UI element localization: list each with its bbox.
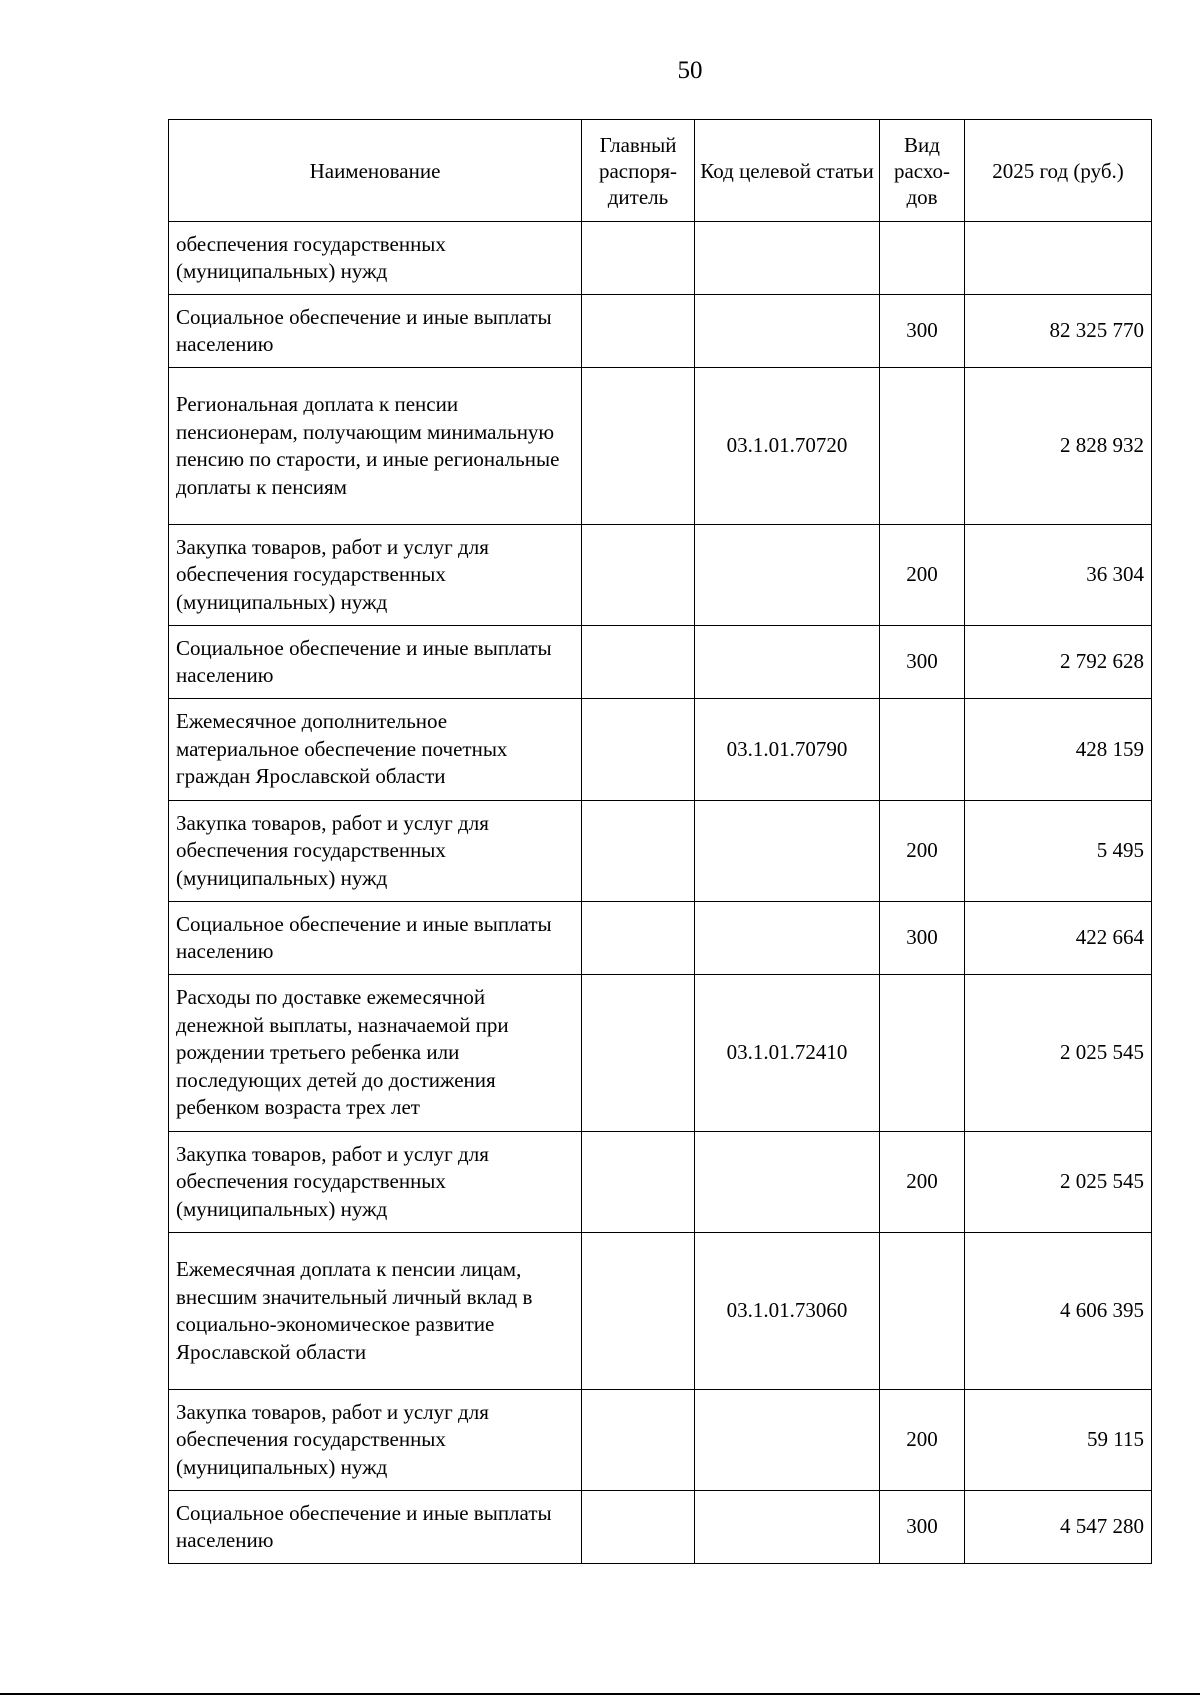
cell-amount: 2 828 932: [965, 368, 1152, 525]
cell-amount: 59 115: [965, 1390, 1152, 1491]
cell-name: Ежемесячная доплата к пенсии лицам, внесшим значительный личный вклад в социально-экономическое развитие Ярославской области: [169, 1233, 582, 1390]
table-row: [169, 801, 1152, 902]
cell-admin: [582, 525, 695, 626]
budget-table: [168, 119, 1152, 1564]
cell-amount: 5 495: [965, 801, 1152, 902]
table-row: [169, 902, 1152, 975]
cell-name: Расходы по доставке ежемесячной денежной выплаты, назначаемой при рождении третьего ребенка или последующих детей до достижения ребенком возраста трех лет: [169, 975, 582, 1132]
table-row: [169, 222, 1152, 295]
cell-code: [695, 626, 880, 699]
cell-name: Социальное обеспечение и иные выплаты населению: [169, 1491, 582, 1564]
cell-type: 300: [880, 626, 965, 699]
cell-code: [695, 1132, 880, 1233]
cell-name: Социальное обеспечение и иные выплаты населению: [169, 626, 582, 699]
table-header-row: [169, 120, 1152, 222]
cell-type: 300: [880, 1491, 965, 1564]
table-row: [169, 699, 1152, 801]
cell-amount: 36 304: [965, 525, 1152, 626]
cell-name: Социальное обеспечение и иные выплаты населению: [169, 902, 582, 975]
header-target-code: Код целевой статьи: [695, 120, 880, 222]
cell-type: 300: [880, 902, 965, 975]
table-row: [169, 626, 1152, 699]
cell-amount: 82 325 770: [965, 295, 1152, 368]
cell-type: [880, 368, 965, 525]
cell-type: 200: [880, 1390, 965, 1491]
header-name: Наименование: [169, 120, 582, 222]
cell-name: Закупка товаров, работ и услуг для обеспечения государственных (муниципальных) нужд: [169, 1132, 582, 1233]
cell-type: [880, 699, 965, 801]
page-bottom-rule: [0, 1693, 1200, 1695]
table-row: [169, 368, 1152, 525]
cell-code: 03.1.01.70720: [695, 368, 880, 525]
header-amount-2025: 2025 год (руб.): [965, 120, 1152, 222]
cell-amount: 2 792 628: [965, 626, 1152, 699]
cell-name: Закупка товаров, работ и услуг для обеспечения государственных (муниципальных) нужд: [169, 801, 582, 902]
table-row: [169, 525, 1152, 626]
cell-code: 03.1.01.70790: [695, 699, 880, 801]
cell-code: 03.1.01.72410: [695, 975, 880, 1132]
table-row: [169, 1233, 1152, 1390]
cell-code: [695, 295, 880, 368]
table-row: [169, 975, 1152, 1132]
cell-admin: [582, 902, 695, 975]
cell-admin: [582, 975, 695, 1132]
cell-type: [880, 222, 965, 295]
cell-name: обеспечения государственных (муниципальных) нужд: [169, 222, 582, 295]
cell-type: 200: [880, 801, 965, 902]
cell-admin: [582, 222, 695, 295]
table-row: [169, 1491, 1152, 1564]
cell-code: [695, 902, 880, 975]
header-expense-type: Вид расхо-дов: [880, 120, 965, 222]
cell-name: Социальное обеспечение и иные выплаты населению: [169, 295, 582, 368]
table-row: [169, 1132, 1152, 1233]
cell-amount: 4 606 395: [965, 1233, 1152, 1390]
table-row: [169, 1390, 1152, 1491]
cell-admin: [582, 368, 695, 525]
cell-amount: 2 025 545: [965, 975, 1152, 1132]
cell-code: [695, 801, 880, 902]
cell-name: Ежемесячное дополнительное материальное обеспечение почетных граждан Ярославской области: [169, 699, 582, 801]
cell-admin: [582, 1390, 695, 1491]
cell-type: [880, 975, 965, 1132]
cell-admin: [582, 801, 695, 902]
cell-admin: [582, 626, 695, 699]
cell-amount: 428 159: [965, 699, 1152, 801]
cell-name: Закупка товаров, работ и услуг для обеспечения государственных (муниципальных) нужд: [169, 525, 582, 626]
cell-code: 03.1.01.73060: [695, 1233, 880, 1390]
cell-type: 300: [880, 295, 965, 368]
cell-code: [695, 1491, 880, 1564]
cell-amount: 422 664: [965, 902, 1152, 975]
cell-type: [880, 1233, 965, 1390]
header-chief-administrator: Главный распоря-дитель: [582, 120, 695, 222]
cell-admin: [582, 1233, 695, 1390]
table-row: [169, 295, 1152, 368]
cell-name: Закупка товаров, работ и услуг для обеспечения государственных (муниципальных) нужд: [169, 1390, 582, 1491]
cell-code: [695, 222, 880, 295]
cell-type: 200: [880, 525, 965, 626]
cell-code: [695, 1390, 880, 1491]
cell-admin: [582, 1132, 695, 1233]
cell-type: 200: [880, 1132, 965, 1233]
page-number: 50: [677, 57, 703, 84]
cell-amount: [965, 222, 1152, 295]
cell-code: [695, 525, 880, 626]
cell-admin: [582, 295, 695, 368]
cell-admin: [582, 1491, 695, 1564]
cell-amount: 4 547 280: [965, 1491, 1152, 1564]
table-body: [169, 222, 1152, 1564]
cell-admin: [582, 699, 695, 801]
cell-amount: 2 025 545: [965, 1132, 1152, 1233]
cell-name: Региональная доплата к пенсии пенсионерам, получающим минимальную пенсию по старости, и иные региональные доплаты к пенсиям: [169, 368, 582, 525]
